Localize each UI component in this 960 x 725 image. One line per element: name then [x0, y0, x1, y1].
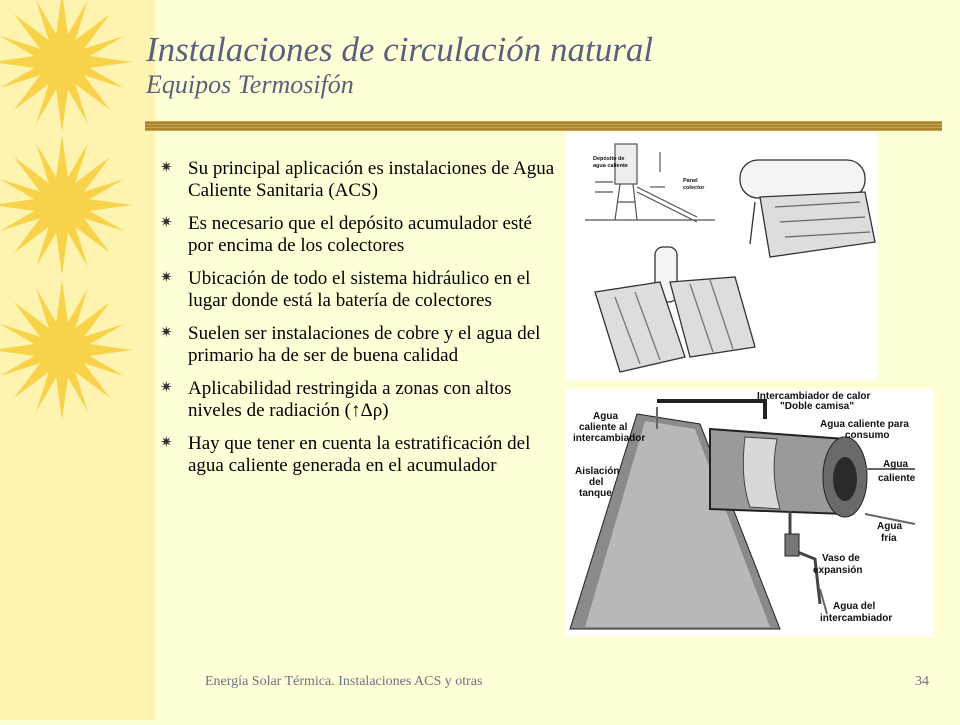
- deposit-label: Depósito de: [593, 156, 625, 162]
- thermosiphon-sketches: [565, 132, 877, 380]
- label-agua-caliente-para: Agua caliente para: [820, 419, 909, 430]
- label-tanque: tanque: [579, 488, 612, 499]
- title-subtitle: Equipos Termosifón: [146, 70, 354, 99]
- bullet-text: Aplicabilidad restringida a zonas con altos niveles de radiación (↑Δρ): [188, 378, 512, 421]
- bullet-text: Hay que tener en cuenta la estratificación del agua caliente generada en el acumulador: [188, 433, 531, 476]
- sun-icon: [0, 0, 132, 132]
- title-main: Instalaciones de circulación natural: [146, 30, 654, 69]
- label-doble-camisa: "Doble camisa": [780, 401, 854, 412]
- list-item: [160, 378, 560, 421]
- title-divider: [145, 121, 942, 131]
- label-agua-2: Agua: [883, 459, 908, 470]
- bullet-star-icon: ✷: [160, 270, 173, 286]
- bullet-star-icon: ✷: [160, 215, 173, 231]
- label-consumo: consumo: [845, 430, 890, 441]
- list-item: [160, 158, 560, 201]
- page-number: 34: [915, 674, 929, 689]
- label-intercambiador-2: intercambiador: [820, 613, 893, 624]
- bullet-text: Su principal aplicación es instalaciones de Agua Caliente Sanitaria (ACS): [188, 158, 555, 201]
- sun-decoration-strip: [0, 0, 155, 720]
- list-item: [160, 323, 560, 366]
- label-intercambiador-calor: Intercambiador de calor: [757, 391, 871, 402]
- label-agua: Agua: [593, 411, 618, 422]
- list-item: [160, 213, 560, 256]
- label-vaso-de: Vaso de: [822, 553, 860, 564]
- label-caliente-al: caliente al: [579, 422, 628, 433]
- panel-label: Panel: [683, 178, 698, 184]
- thermosiphon-sketches-figure: [565, 132, 877, 380]
- cutaway-diagram: [565, 389, 933, 636]
- footer-text: Energía Solar Térmica. Instalaciones ACS y otras: [205, 674, 483, 689]
- bullet-star-icon: ✷: [160, 160, 173, 176]
- label-caliente: caliente: [878, 473, 916, 484]
- sun-icon: [0, 280, 132, 420]
- bullet-list: [160, 158, 560, 488]
- label-aislacion: Aislación: [575, 466, 620, 477]
- bullet-text: Es necesario que el depósito acumulador esté por encima de los colectores: [188, 213, 532, 256]
- bullet-star-icon: ✷: [160, 435, 173, 451]
- label-fria: fría: [881, 533, 897, 544]
- label-del: del: [589, 477, 604, 488]
- bullet-text: Suelen ser instalaciones de cobre y el agua del primario ha de ser de buena calidad: [188, 323, 541, 366]
- list-item: [160, 433, 560, 476]
- label-expansion: expansión: [813, 565, 863, 576]
- double-jacket-cutaway-figure: [565, 389, 933, 636]
- sun-icon: [0, 135, 132, 275]
- bullet-text: Ubicación de todo el sistema hidráulico en el lugar donde está la batería de colectores: [188, 268, 531, 311]
- label-agua-3: Agua: [877, 521, 902, 532]
- bullet-star-icon: ✷: [160, 380, 173, 396]
- label-agua-del: Agua del: [833, 601, 876, 612]
- sun-icons: [0, 0, 155, 720]
- panel-label-2: colector: [683, 185, 705, 191]
- slide-title: [146, 30, 926, 100]
- deposit-label-2: agua caliente: [593, 163, 628, 169]
- storage-tank: [710, 429, 867, 517]
- bullet-star-icon: ✷: [160, 325, 173, 341]
- list-item: [160, 268, 560, 311]
- label-intercambiador: intercambiador: [573, 433, 646, 444]
